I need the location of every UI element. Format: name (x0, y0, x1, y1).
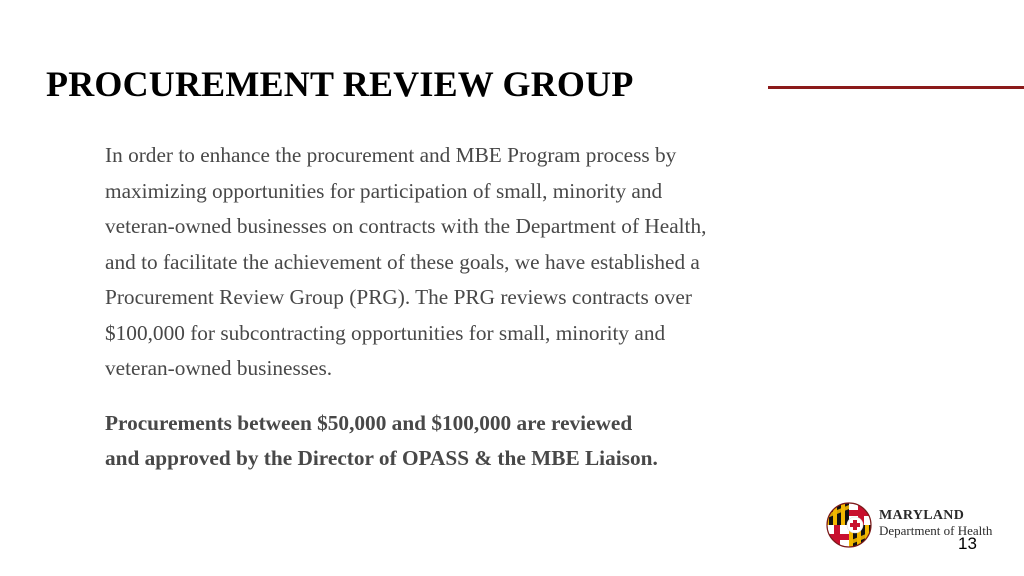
bold-paragraph (105, 406, 935, 476)
body-line: veteran-owned businesses. (105, 356, 333, 380)
slide-title: PROCUREMENT REVIEW GROUP (46, 64, 634, 104)
logo-name-bottom: Department of Health (879, 523, 993, 538)
bold-line: and approved by the Director of OPASS & the MBE Liaison. (105, 446, 658, 470)
body-line: In order to enhance the procurement and MBE Program process by (105, 143, 677, 167)
logo-name-top: MARYLAND (879, 508, 965, 523)
body-line: and to facilitate the achievement of these goals, we have established a (105, 249, 700, 274)
maryland-health-logo (825, 500, 1015, 550)
body-line: Procurement Review Group (PRG). The PRG reviews contracts over (105, 285, 692, 309)
body-line: maximizing opportunities for participation of small, minority and (105, 178, 663, 203)
page-number: 13 (958, 534, 977, 553)
title-divider (768, 86, 1024, 89)
body-paragraph (105, 138, 935, 387)
maryland-flag-seal-icon (825, 501, 873, 549)
body-line: veteran-owned businesses on contracts with the Department of Health, (105, 214, 707, 238)
body-line: $100,000 for subcontracting opportunities for small, minority and (105, 320, 666, 345)
bold-line: Procurements between $50,000 and $100,000 are reviewed (105, 411, 633, 435)
